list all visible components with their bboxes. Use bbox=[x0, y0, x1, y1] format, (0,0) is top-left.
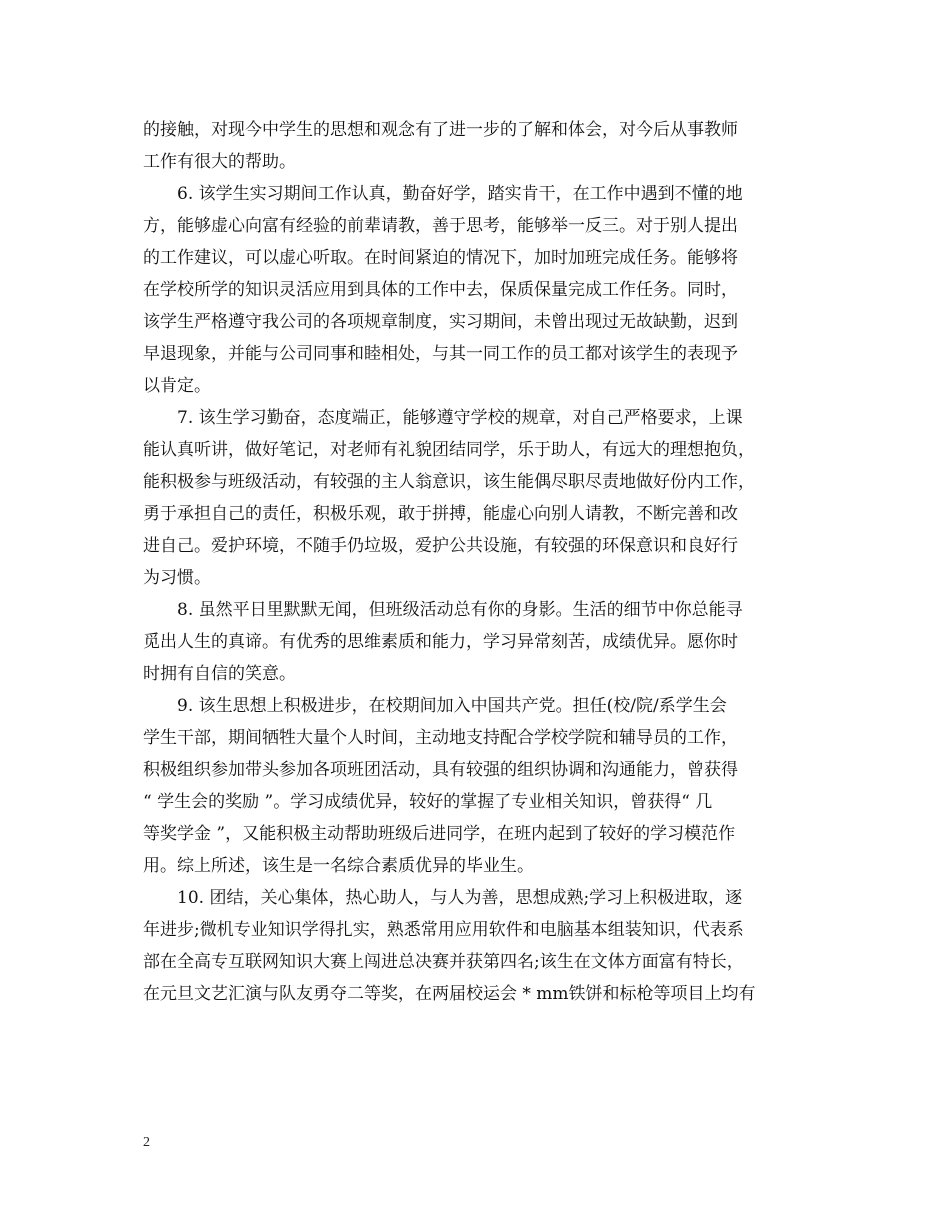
text-line: 的工作建议，可以虚心听取。在时间紧迫的情况下，加时加班完成任务。能够将 bbox=[143, 248, 738, 268]
text-line: 为习惯。 bbox=[143, 568, 211, 588]
page-number: 2 bbox=[143, 1135, 150, 1150]
text-line: 9. 该生思想上积极进步，在校期间加入中国共产党。担任(校/院/系学生会 bbox=[177, 696, 727, 716]
text-line: 的接触，对现今中学生的思想和观念有了进一步的了解和体会，对今后从事教师 bbox=[143, 120, 738, 140]
paragraph-item-10 bbox=[143, 882, 823, 1010]
paragraph-item-6 bbox=[143, 178, 823, 402]
text-line: 在学校所学的知识灵活应用到具体的工作中去，保质保量完成工作任务。同时， bbox=[143, 280, 738, 300]
text-line: 8. 虽然平日里默默无闻，但班级活动总有你的身影。生活的细节中你总能寻 bbox=[177, 600, 743, 620]
paragraph-item-8 bbox=[143, 594, 823, 690]
paragraph-item-9 bbox=[143, 690, 823, 882]
text-line: 该学生严格遵守我公司的各项规章制度，实习期间，未曾出现过无故缺勤，迟到 bbox=[143, 312, 738, 332]
text-line: 部在全高专互联网知识大赛上闯进总决赛并获第四名;该生在文体方面富有特长， bbox=[143, 952, 744, 972]
text-line: 工作有很大的帮助。 bbox=[143, 152, 296, 172]
text-line: 6. 该学生实习期间工作认真，勤奋好学，踏实肯干，在工作中遇到不懂的地 bbox=[177, 184, 743, 204]
text-line: 方，能够虚心向富有经验的前辈请教，善于思考，能够举一反三。对于别人提出 bbox=[143, 216, 738, 236]
paragraph-item-7 bbox=[143, 402, 823, 594]
text-line: 时拥有自信的笑意。 bbox=[143, 664, 296, 684]
text-line: 能认真听讲，做好笔记，对老师有礼貌团结同学，乐于助人，有远大的理想抱负， bbox=[143, 440, 755, 460]
text-line: 以肯定。 bbox=[143, 376, 211, 396]
text-line: 年进步;微机专业知识学得扎实，熟悉常用应用软件和电脑基本组装知识，代表系 bbox=[143, 920, 744, 940]
text-line: 学生干部，期间牺牲大量个人时间，主动地支持配合学校学院和辅导员的工作， bbox=[143, 728, 738, 748]
text-line: 等奖学金 ”，又能积极主动帮助班级后进同学，在班内起到了较好的学习模范作 bbox=[143, 824, 736, 844]
body-text bbox=[143, 114, 823, 1010]
text-line: 7. 该生学习勤奋，态度端正，能够遵守学校的规章，对自己严格要求，上课 bbox=[177, 408, 743, 428]
text-line: 在元旦文艺汇演与队友勇夺二等奖，在两届校运会 * mm铁饼和标枪等项目上均有 bbox=[143, 984, 756, 1004]
text-line: 10. 团结，关心集体，热心助人，与人为善，思想成熟;学习上积极进取，逐 bbox=[177, 888, 743, 908]
text-line: 觅出人生的真谛。有优秀的思维素质和能力，学习异常刻苦，成绩优异。愿你时 bbox=[143, 632, 738, 652]
text-line: 早退现象，并能与公司同事和睦相处，与其一同工作的员工都对该学生的表现予 bbox=[143, 344, 738, 364]
paragraph-continuation bbox=[143, 114, 823, 178]
text-line: 积极组织参加带头参加各项班团活动，具有较强的组织协调和沟通能力，曾获得 bbox=[143, 760, 738, 780]
text-line: “ 学生会的奖励 ”。学习成绩优异，较好的掌握了专业相关知识，曾获得“ 几 bbox=[143, 792, 713, 812]
text-line: 勇于承担自己的责任，积极乐观，敢于拼搏，能虚心向别人请教，不断完善和改 bbox=[143, 504, 738, 524]
text-line: 用。综上所述，该生是一名综合素质优异的毕业生。 bbox=[143, 856, 534, 876]
text-line: 进自己。爱护环境，不随手仍垃圾，爱护公共设施，有较强的环保意识和良好行 bbox=[143, 536, 738, 556]
text-line: 能积极参与班级活动，有较强的主人翁意识，该生能偶尽职尽责地做好份内工作， bbox=[143, 472, 755, 492]
